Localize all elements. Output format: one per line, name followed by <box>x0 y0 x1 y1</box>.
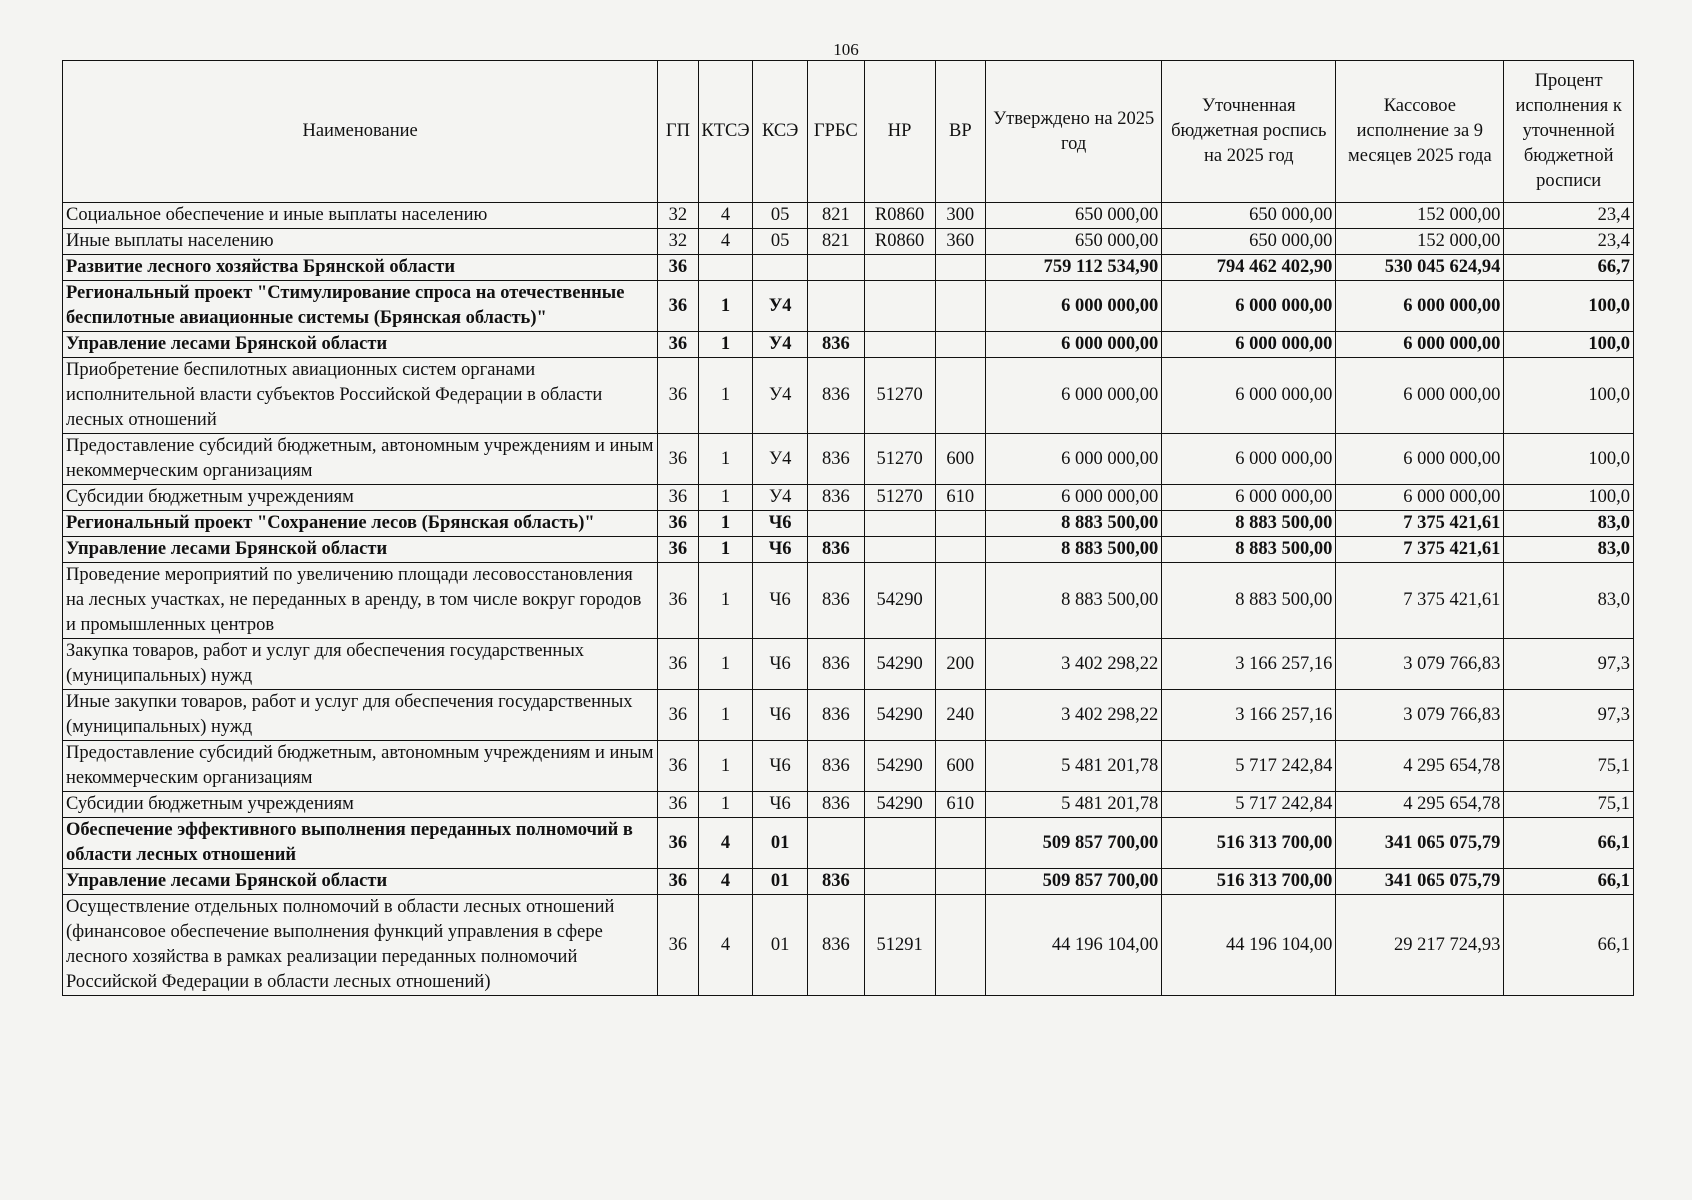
cell-percent: 66,1 <box>1504 818 1634 869</box>
cell-percent: 75,1 <box>1504 792 1634 818</box>
cell-grbs: 836 <box>807 741 864 792</box>
cell-nr <box>864 869 935 895</box>
budget-table <box>62 60 1634 996</box>
cell-grbs: 836 <box>807 690 864 741</box>
cell-vr: 240 <box>935 690 986 741</box>
cell-cash: 152 000,00 <box>1336 229 1504 255</box>
cell-percent: 100,0 <box>1504 332 1634 358</box>
cell-approved: 6 000 000,00 <box>986 281 1162 332</box>
cell-percent: 75,1 <box>1504 741 1634 792</box>
cell-refined: 8 883 500,00 <box>1162 537 1336 563</box>
cell-name: Обеспечение эффективного выполнения переданных полномочий в области лесных отношений <box>63 818 658 869</box>
header-nr: НР <box>864 61 935 203</box>
cell-nr: 51270 <box>864 358 935 434</box>
cell-name: Проведение мероприятий по увеличению площади лесовосстановления на лесных участках, не переданных в аренду, в том числе вокруг городов и промышленных центров <box>63 563 658 639</box>
header-refined: Уточненная бюджетная роспись на 2025 год <box>1162 61 1336 203</box>
cell-nr: 51291 <box>864 895 935 996</box>
table-row <box>63 511 1634 537</box>
cell-refined: 516 313 700,00 <box>1162 869 1336 895</box>
cell-cash: 3 079 766,83 <box>1336 639 1504 690</box>
header-row <box>63 61 1634 203</box>
cell-gp: 36 <box>658 563 698 639</box>
table-row <box>63 203 1634 229</box>
cell-vr <box>935 563 986 639</box>
cell-kse: Ч6 <box>753 511 808 537</box>
cell-cash: 6 000 000,00 <box>1336 358 1504 434</box>
table-row <box>63 229 1634 255</box>
cell-gp: 32 <box>658 203 698 229</box>
cell-percent: 100,0 <box>1504 358 1634 434</box>
cell-nr: 54290 <box>864 792 935 818</box>
cell-refined: 3 166 257,16 <box>1162 639 1336 690</box>
cell-cash: 6 000 000,00 <box>1336 281 1504 332</box>
cell-name: Предоставление субсидий бюджетным, автономным учреждениям и иным некоммерческим организациям <box>63 434 658 485</box>
cell-approved: 509 857 700,00 <box>986 869 1162 895</box>
cell-refined: 8 883 500,00 <box>1162 511 1336 537</box>
cell-refined: 650 000,00 <box>1162 203 1336 229</box>
cell-vr <box>935 358 986 434</box>
cell-kse: У4 <box>753 485 808 511</box>
cell-ktse: 4 <box>698 869 753 895</box>
cell-approved: 44 196 104,00 <box>986 895 1162 996</box>
cell-nr: 54290 <box>864 690 935 741</box>
cell-name: Приобретение беспилотных авиационных систем органами исполнительной власти субъектов Российской Федерации в области лесных отношений <box>63 358 658 434</box>
table-body <box>63 203 1634 996</box>
table-row <box>63 434 1634 485</box>
cell-gp: 36 <box>658 639 698 690</box>
cell-cash: 7 375 421,61 <box>1336 537 1504 563</box>
cell-refined: 6 000 000,00 <box>1162 485 1336 511</box>
cell-gp: 36 <box>658 332 698 358</box>
cell-kse: 01 <box>753 895 808 996</box>
cell-kse: Ч6 <box>753 741 808 792</box>
cell-percent: 97,3 <box>1504 690 1634 741</box>
cell-cash: 6 000 000,00 <box>1336 332 1504 358</box>
cell-nr: 54290 <box>864 639 935 690</box>
cell-vr <box>935 537 986 563</box>
cell-grbs: 836 <box>807 332 864 358</box>
cell-refined: 5 717 242,84 <box>1162 741 1336 792</box>
cell-nr <box>864 511 935 537</box>
cell-vr: 610 <box>935 792 986 818</box>
cell-percent: 100,0 <box>1504 485 1634 511</box>
cell-approved: 509 857 700,00 <box>986 818 1162 869</box>
cell-kse: 05 <box>753 229 808 255</box>
cell-percent: 23,4 <box>1504 229 1634 255</box>
cell-refined: 794 462 402,90 <box>1162 255 1336 281</box>
header-grbs: ГРБС <box>807 61 864 203</box>
cell-vr: 200 <box>935 639 986 690</box>
cell-name: Управление лесами Брянской области <box>63 869 658 895</box>
cell-cash: 341 065 075,79 <box>1336 818 1504 869</box>
table-row <box>63 792 1634 818</box>
cell-nr <box>864 281 935 332</box>
cell-ktse: 1 <box>698 511 753 537</box>
cell-cash: 4 295 654,78 <box>1336 792 1504 818</box>
cell-vr <box>935 895 986 996</box>
cell-ktse: 4 <box>698 229 753 255</box>
cell-name: Социальное обеспечение и иные выплаты населению <box>63 203 658 229</box>
cell-refined: 6 000 000,00 <box>1162 434 1336 485</box>
cell-kse: Ч6 <box>753 639 808 690</box>
cell-vr: 300 <box>935 203 986 229</box>
cell-approved: 5 481 201,78 <box>986 741 1162 792</box>
cell-name: Субсидии бюджетным учреждениям <box>63 792 658 818</box>
cell-nr: 54290 <box>864 741 935 792</box>
cell-vr <box>935 281 986 332</box>
cell-cash: 530 045 624,94 <box>1336 255 1504 281</box>
cell-gp: 36 <box>658 537 698 563</box>
cell-ktse: 1 <box>698 358 753 434</box>
cell-ktse: 1 <box>698 690 753 741</box>
cell-grbs: 836 <box>807 792 864 818</box>
table-row <box>63 485 1634 511</box>
cell-grbs <box>807 255 864 281</box>
table-row <box>63 281 1634 332</box>
cell-cash: 3 079 766,83 <box>1336 690 1504 741</box>
cell-vr <box>935 255 986 281</box>
cell-name: Иные выплаты населению <box>63 229 658 255</box>
cell-name: Закупка товаров, работ и услуг для обеспечения государственных (муниципальных) нужд <box>63 639 658 690</box>
cell-nr: 51270 <box>864 434 935 485</box>
cell-kse: Ч6 <box>753 792 808 818</box>
cell-kse: У4 <box>753 281 808 332</box>
cell-ktse: 1 <box>698 563 753 639</box>
cell-name: Осуществление отдельных полномочий в области лесных отношений (финансовое обеспечение выполнения функций управления в сфере лесного хозяйства в рамках реализации переданных полномочий Российской Федерации в области лесных отношений) <box>63 895 658 996</box>
cell-vr: 360 <box>935 229 986 255</box>
cell-refined: 6 000 000,00 <box>1162 281 1336 332</box>
cell-name: Предоставление субсидий бюджетным, автономным учреждениям и иным некоммерческим организациям <box>63 741 658 792</box>
header-approved: Утверждено на 2025 год <box>986 61 1162 203</box>
cell-refined: 8 883 500,00 <box>1162 563 1336 639</box>
cell-vr: 600 <box>935 434 986 485</box>
cell-name: Региональный проект "Сохранение лесов (Брянская область)" <box>63 511 658 537</box>
table-row <box>63 741 1634 792</box>
cell-kse: 05 <box>753 203 808 229</box>
cell-percent: 66,1 <box>1504 869 1634 895</box>
page-number: 106 <box>833 40 859 59</box>
cell-gp: 36 <box>658 741 698 792</box>
cell-gp: 36 <box>658 485 698 511</box>
cell-grbs: 836 <box>807 537 864 563</box>
cell-kse: 01 <box>753 869 808 895</box>
cell-approved: 3 402 298,22 <box>986 690 1162 741</box>
cell-percent: 66,7 <box>1504 255 1634 281</box>
table-row <box>63 255 1634 281</box>
cell-ktse: 1 <box>698 792 753 818</box>
cell-approved: 8 883 500,00 <box>986 537 1162 563</box>
table-row <box>63 639 1634 690</box>
cell-approved: 8 883 500,00 <box>986 563 1162 639</box>
cell-grbs: 821 <box>807 229 864 255</box>
header-kse: КСЭ <box>753 61 808 203</box>
cell-percent: 100,0 <box>1504 434 1634 485</box>
table-row <box>63 895 1634 996</box>
cell-kse: У4 <box>753 332 808 358</box>
cell-grbs: 836 <box>807 895 864 996</box>
cell-percent: 100,0 <box>1504 281 1634 332</box>
cell-approved: 6 000 000,00 <box>986 332 1162 358</box>
cell-kse: Ч6 <box>753 537 808 563</box>
header-vr: ВР <box>935 61 986 203</box>
cell-gp: 36 <box>658 895 698 996</box>
cell-gp: 32 <box>658 229 698 255</box>
cell-nr: 51270 <box>864 485 935 511</box>
cell-cash: 6 000 000,00 <box>1336 434 1504 485</box>
cell-grbs: 836 <box>807 434 864 485</box>
cell-approved: 8 883 500,00 <box>986 511 1162 537</box>
table-row <box>63 563 1634 639</box>
cell-ktse: 4 <box>698 818 753 869</box>
cell-kse: Ч6 <box>753 690 808 741</box>
cell-nr <box>864 255 935 281</box>
cell-grbs: 836 <box>807 358 864 434</box>
cell-refined: 650 000,00 <box>1162 229 1336 255</box>
cell-grbs: 836 <box>807 563 864 639</box>
cell-gp: 36 <box>658 255 698 281</box>
cell-grbs: 836 <box>807 485 864 511</box>
cell-ktse: 1 <box>698 639 753 690</box>
cell-cash: 6 000 000,00 <box>1336 485 1504 511</box>
cell-name: Управление лесами Брянской области <box>63 537 658 563</box>
table-row <box>63 869 1634 895</box>
cell-gp: 36 <box>658 511 698 537</box>
cell-approved: 6 000 000,00 <box>986 485 1162 511</box>
cell-name: Развитие лесного хозяйства Брянской области <box>63 255 658 281</box>
table-row <box>63 537 1634 563</box>
cell-ktse: 1 <box>698 485 753 511</box>
header-cash: Кассовое исполнение за 9 месяцев 2025 года <box>1336 61 1504 203</box>
cell-cash: 152 000,00 <box>1336 203 1504 229</box>
cell-kse: У4 <box>753 434 808 485</box>
cell-refined: 5 717 242,84 <box>1162 792 1336 818</box>
cell-gp: 36 <box>658 281 698 332</box>
cell-nr: R0860 <box>864 203 935 229</box>
table-row <box>63 332 1634 358</box>
cell-ktse: 1 <box>698 434 753 485</box>
cell-kse: 01 <box>753 818 808 869</box>
cell-vr <box>935 511 986 537</box>
cell-refined: 44 196 104,00 <box>1162 895 1336 996</box>
cell-nr <box>864 818 935 869</box>
cell-name: Субсидии бюджетным учреждениям <box>63 485 658 511</box>
cell-kse <box>753 255 808 281</box>
cell-percent: 83,0 <box>1504 511 1634 537</box>
cell-cash: 7 375 421,61 <box>1336 511 1504 537</box>
cell-vr <box>935 818 986 869</box>
cell-gp: 36 <box>658 869 698 895</box>
cell-ktse: 1 <box>698 537 753 563</box>
cell-cash: 29 217 724,93 <box>1336 895 1504 996</box>
cell-refined: 6 000 000,00 <box>1162 358 1336 434</box>
cell-ktse: 1 <box>698 741 753 792</box>
cell-grbs <box>807 818 864 869</box>
cell-percent: 97,3 <box>1504 639 1634 690</box>
cell-cash: 4 295 654,78 <box>1336 741 1504 792</box>
cell-nr <box>864 332 935 358</box>
cell-gp: 36 <box>658 690 698 741</box>
cell-grbs: 836 <box>807 639 864 690</box>
table-row <box>63 690 1634 741</box>
cell-ktse: 1 <box>698 281 753 332</box>
cell-vr <box>935 332 986 358</box>
cell-cash: 341 065 075,79 <box>1336 869 1504 895</box>
cell-vr: 610 <box>935 485 986 511</box>
cell-gp: 36 <box>658 818 698 869</box>
cell-approved: 6 000 000,00 <box>986 358 1162 434</box>
cell-vr <box>935 869 986 895</box>
cell-ktse: 1 <box>698 332 753 358</box>
cell-refined: 6 000 000,00 <box>1162 332 1336 358</box>
cell-percent: 83,0 <box>1504 537 1634 563</box>
cell-name: Управление лесами Брянской области <box>63 332 658 358</box>
cell-approved: 759 112 534,90 <box>986 255 1162 281</box>
cell-name: Иные закупки товаров, работ и услуг для обеспечения государственных (муниципальных) нужд <box>63 690 658 741</box>
cell-ktse <box>698 255 753 281</box>
header-ktse: КТСЭ <box>698 61 753 203</box>
cell-approved: 3 402 298,22 <box>986 639 1162 690</box>
cell-approved: 6 000 000,00 <box>986 434 1162 485</box>
cell-approved: 650 000,00 <box>986 203 1162 229</box>
cell-grbs <box>807 281 864 332</box>
cell-nr <box>864 537 935 563</box>
cell-percent: 83,0 <box>1504 563 1634 639</box>
cell-approved: 5 481 201,78 <box>986 792 1162 818</box>
cell-ktse: 4 <box>698 895 753 996</box>
table-row <box>63 818 1634 869</box>
cell-kse: У4 <box>753 358 808 434</box>
cell-refined: 516 313 700,00 <box>1162 818 1336 869</box>
cell-gp: 36 <box>658 358 698 434</box>
table-row <box>63 358 1634 434</box>
cell-vr: 600 <box>935 741 986 792</box>
cell-percent: 23,4 <box>1504 203 1634 229</box>
header-name: Наименование <box>63 61 658 203</box>
cell-kse: Ч6 <box>753 563 808 639</box>
cell-percent: 66,1 <box>1504 895 1634 996</box>
cell-refined: 3 166 257,16 <box>1162 690 1336 741</box>
cell-grbs <box>807 511 864 537</box>
cell-nr: R0860 <box>864 229 935 255</box>
cell-name: Региональный проект "Стимулирование спроса на отечественные беспилотные авиационные системы (Брянская область)" <box>63 281 658 332</box>
header-percent: Процент исполнения к уточненной бюджетной росписи <box>1504 61 1634 203</box>
cell-cash: 7 375 421,61 <box>1336 563 1504 639</box>
cell-gp: 36 <box>658 792 698 818</box>
cell-gp: 36 <box>658 434 698 485</box>
cell-grbs: 821 <box>807 203 864 229</box>
cell-nr: 54290 <box>864 563 935 639</box>
cell-grbs: 836 <box>807 869 864 895</box>
cell-ktse: 4 <box>698 203 753 229</box>
header-gp: ГП <box>658 61 698 203</box>
cell-approved: 650 000,00 <box>986 229 1162 255</box>
